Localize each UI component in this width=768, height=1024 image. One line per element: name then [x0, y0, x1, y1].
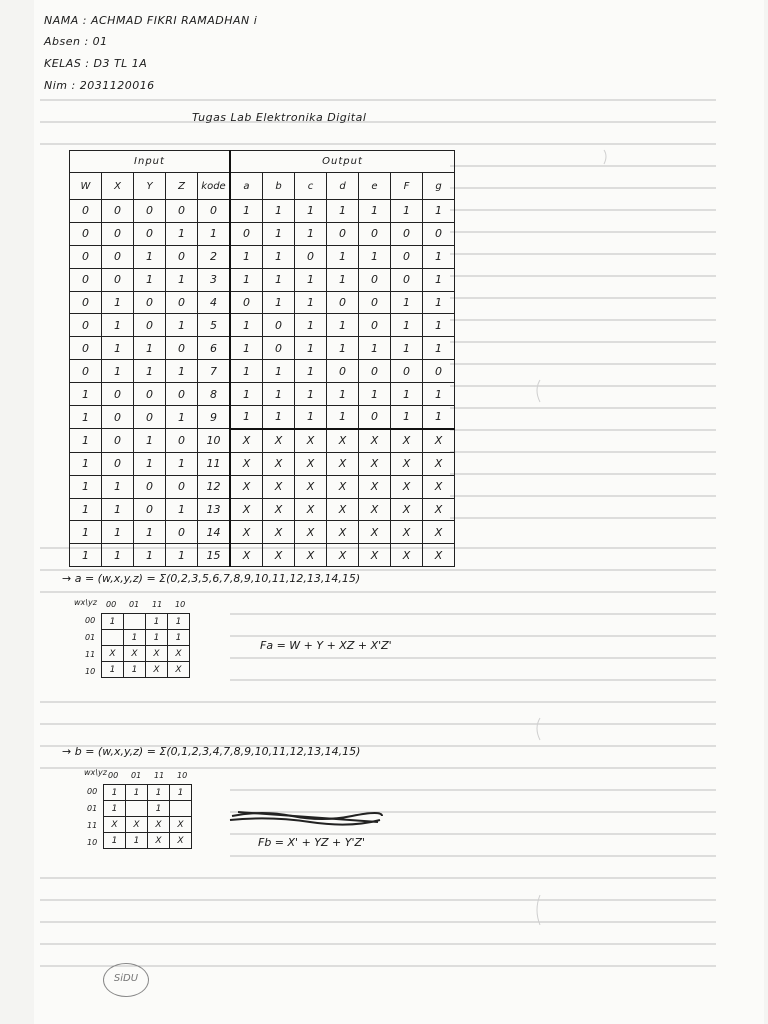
- kmap-cell: 1: [126, 785, 148, 801]
- table-cell: 1: [359, 337, 391, 360]
- kmap-col-label: 00: [108, 771, 119, 780]
- kmap-row-label: 10: [87, 838, 98, 847]
- table-cell: X: [359, 475, 391, 498]
- table-cell: 1: [263, 222, 295, 245]
- section-b-heading: → b = (w,x,y,z) = Σ(0,1,2,3,4,7,8,9,10,11,12,13,14,15): [62, 745, 361, 758]
- table-cell: 1: [263, 406, 295, 429]
- table-cell: 1: [423, 268, 455, 291]
- table-cell: 0: [102, 245, 134, 268]
- table-cell: X: [295, 452, 327, 475]
- table-cell: 0: [230, 222, 263, 245]
- table-cell: 1: [230, 314, 263, 337]
- table-cell: 0: [166, 337, 198, 360]
- table-cell: X: [263, 429, 295, 452]
- kmap-row: [102, 646, 190, 662]
- kmap-row: [102, 614, 190, 630]
- table-cell: 1: [263, 245, 295, 268]
- kmap-col-label: 00: [106, 600, 117, 609]
- kmap-cell: X: [124, 646, 146, 662]
- column-header: g: [423, 173, 455, 200]
- table-cell: 1: [295, 268, 327, 291]
- table-cell: 0: [359, 222, 391, 245]
- table-cell: 1: [423, 337, 455, 360]
- kmap-cell: X: [168, 646, 190, 662]
- table-cell: 0: [327, 222, 359, 245]
- table-cell: X: [391, 475, 423, 498]
- kmap-row: [104, 785, 192, 801]
- output-group-header: Output: [230, 151, 455, 173]
- table-cell: 1: [295, 383, 327, 406]
- table-cell: 1: [423, 314, 455, 337]
- table-cell: X: [327, 452, 359, 475]
- table-cell: 1: [70, 544, 102, 567]
- table-cell: 1: [423, 383, 455, 406]
- table-cell: X: [391, 452, 423, 475]
- table-cell: 0: [166, 475, 198, 498]
- table-cell: 0: [102, 200, 134, 223]
- kmap-cell: 1: [168, 614, 190, 630]
- kmap-cell: 1: [148, 801, 170, 817]
- table-cell: X: [327, 498, 359, 521]
- table-cell: 1: [70, 383, 102, 406]
- table-cell: 1: [327, 383, 359, 406]
- table-cell: 1: [70, 475, 102, 498]
- table-cell: X: [327, 475, 359, 498]
- table-cell: 0: [198, 200, 231, 223]
- kmap-cell: X: [146, 646, 168, 662]
- kmap-col-label: 11: [152, 600, 163, 609]
- table-cell: 1: [295, 222, 327, 245]
- table-cell: 1: [102, 475, 134, 498]
- kmap-cell: [124, 614, 146, 630]
- kmap-row-label: 00: [85, 616, 96, 625]
- table-cell: 11: [198, 452, 231, 475]
- table-row: [70, 200, 455, 223]
- table-cell: X: [391, 521, 423, 544]
- kmap-col-label: 01: [129, 600, 140, 609]
- table-cell: X: [359, 498, 391, 521]
- kmap-cell: 1: [126, 833, 148, 849]
- table-cell: 1: [295, 337, 327, 360]
- column-header: W: [70, 173, 102, 200]
- kmap-cell: X: [102, 646, 124, 662]
- table-cell: 1: [70, 521, 102, 544]
- table-cell: 1: [134, 521, 166, 544]
- table-cell: 1: [134, 452, 166, 475]
- table-cell: 1: [423, 200, 455, 223]
- table-cell: 0: [423, 360, 455, 383]
- column-header: c: [295, 173, 327, 200]
- table-cell: 1: [391, 314, 423, 337]
- table-cell: 1: [166, 406, 198, 429]
- table-cell: 1: [134, 337, 166, 360]
- table-cell: X: [391, 498, 423, 521]
- kmap-cell: 1: [104, 801, 126, 817]
- kmap-cell: X: [126, 817, 148, 833]
- table-cell: 0: [70, 222, 102, 245]
- table-cell: 0: [263, 314, 295, 337]
- table-cell: X: [423, 521, 455, 544]
- kmap-cell: 1: [102, 614, 124, 630]
- table-cell: 1: [327, 406, 359, 429]
- table-cell: 0: [102, 452, 134, 475]
- table-cell: 0: [359, 291, 391, 314]
- column-header: kode: [198, 173, 231, 200]
- table-cell: 1: [134, 429, 166, 452]
- kmap-cell: X: [170, 817, 192, 833]
- table-cell: 0: [391, 245, 423, 268]
- kmap-row-label: 11: [87, 821, 98, 830]
- kmap-col-label: 01: [131, 771, 142, 780]
- table-cell: 1: [359, 245, 391, 268]
- table-cell: 1: [102, 498, 134, 521]
- table-cell: 13: [198, 498, 231, 521]
- table-cell: X: [423, 452, 455, 475]
- table-cell: X: [423, 498, 455, 521]
- table-cell: 1: [327, 200, 359, 223]
- kmap-cell: 1: [146, 630, 168, 646]
- table-cell: X: [295, 429, 327, 452]
- table-cell: 0: [102, 268, 134, 291]
- table-cell: 1: [134, 245, 166, 268]
- kmap-cell: X: [170, 833, 192, 849]
- student-absen: Absen : 01: [44, 35, 108, 48]
- table-row: [70, 452, 455, 475]
- table-cell: X: [359, 521, 391, 544]
- table-cell: 0: [134, 200, 166, 223]
- table-cell: 15: [198, 544, 231, 567]
- table-cell: 0: [166, 521, 198, 544]
- table-cell: 1: [423, 245, 455, 268]
- column-header: a: [230, 173, 263, 200]
- table-row: [70, 360, 455, 383]
- table-cell: 1: [327, 268, 359, 291]
- table-cell: 0: [134, 498, 166, 521]
- kmap-row: [104, 833, 192, 849]
- table-cell: 1: [230, 406, 263, 429]
- table-cell: 1: [70, 406, 102, 429]
- table-cell: X: [327, 429, 359, 452]
- table-cell: 0: [166, 429, 198, 452]
- kmap-col-label: 10: [177, 771, 188, 780]
- table-cell: 3: [198, 268, 231, 291]
- table-cell: 1: [70, 498, 102, 521]
- kmap-row-label: 01: [85, 633, 96, 642]
- table-cell: 1: [102, 360, 134, 383]
- table-cell: 0: [134, 314, 166, 337]
- table-cell: 1: [134, 544, 166, 567]
- table-row: [70, 475, 455, 498]
- table-cell: 1: [166, 222, 198, 245]
- table-cell: X: [295, 544, 327, 567]
- table-cell: X: [391, 429, 423, 452]
- table-cell: 1: [102, 291, 134, 314]
- table-cell: 1: [230, 268, 263, 291]
- table-cell: 1: [166, 360, 198, 383]
- kmap-cell: X: [104, 817, 126, 833]
- table-cell: 1: [295, 360, 327, 383]
- table-cell: 1: [134, 360, 166, 383]
- table-cell: 0: [391, 268, 423, 291]
- table-row: [70, 383, 455, 406]
- table-cell: X: [230, 498, 263, 521]
- table-cell: 0: [102, 222, 134, 245]
- table-row: [70, 521, 455, 544]
- kmap-row-label: 01: [87, 804, 98, 813]
- table-cell: 10: [198, 429, 231, 452]
- table-cell: 0: [134, 383, 166, 406]
- table-row: [70, 429, 455, 452]
- table-cell: 1: [230, 337, 263, 360]
- kmap-row-label: 11: [85, 650, 96, 659]
- table-cell: X: [230, 452, 263, 475]
- kmap-cell: [126, 801, 148, 817]
- section-b-result: Fb = X' + YZ + Y'Z': [258, 836, 366, 849]
- table-cell: 1: [102, 544, 134, 567]
- table-cell: 1: [263, 200, 295, 223]
- table-row: [70, 498, 455, 521]
- table-cell: 1: [198, 222, 231, 245]
- kmap-row: [104, 801, 192, 817]
- table-cell: 1: [295, 291, 327, 314]
- kmap-cell: [170, 801, 192, 817]
- table-cell: 1: [230, 383, 263, 406]
- scribble-mark: [230, 812, 382, 825]
- column-header: Y: [134, 173, 166, 200]
- table-cell: 0: [134, 291, 166, 314]
- table-cell: X: [423, 544, 455, 567]
- table-cell: X: [423, 429, 455, 452]
- table-cell: X: [230, 544, 263, 567]
- table-cell: X: [391, 544, 423, 567]
- table-cell: X: [263, 452, 295, 475]
- table-cell: 9: [198, 406, 231, 429]
- table-cell: 6: [198, 337, 231, 360]
- table-cell: 0: [359, 360, 391, 383]
- kmap-row: [102, 662, 190, 678]
- table-cell: 1: [391, 291, 423, 314]
- table-cell: 0: [263, 337, 295, 360]
- table-cell: 0: [102, 383, 134, 406]
- kmap-col-label: 11: [154, 771, 165, 780]
- table-cell: 1: [391, 337, 423, 360]
- kmap-row: [104, 817, 192, 833]
- table-cell: 0: [166, 383, 198, 406]
- table-cell: 1: [391, 200, 423, 223]
- table-cell: 0: [134, 475, 166, 498]
- truth-table: [69, 150, 455, 567]
- page-title: Tugas Lab Elektronika Digital: [192, 111, 367, 124]
- table-cell: 0: [70, 200, 102, 223]
- table-cell: 5: [198, 314, 231, 337]
- table-row: [70, 291, 455, 314]
- table-cell: X: [295, 475, 327, 498]
- table-cell: X: [263, 498, 295, 521]
- student-nim: Nim : 2031120016: [44, 79, 155, 92]
- table-row: [70, 268, 455, 291]
- table-cell: 0: [391, 360, 423, 383]
- table-cell: X: [423, 475, 455, 498]
- table-cell: 1: [359, 200, 391, 223]
- table-cell: 0: [166, 200, 198, 223]
- table-cell: 1: [295, 406, 327, 429]
- column-header: F: [391, 173, 423, 200]
- section-a-heading: → a = (w,x,y,z) = Σ(0,2,3,5,6,7,8,9,10,11,12,13,14,15): [62, 572, 361, 585]
- table-cell: 1: [295, 314, 327, 337]
- table-cell: 0: [230, 291, 263, 314]
- table-cell: X: [230, 429, 263, 452]
- kmap-b: [103, 784, 192, 849]
- kmap-cell: 1: [124, 630, 146, 646]
- table-cell: 0: [359, 268, 391, 291]
- table-cell: 1: [166, 314, 198, 337]
- table-cell: 0: [166, 291, 198, 314]
- kmap-a: [101, 613, 190, 678]
- kmap-b-corner: wx\yz: [84, 768, 107, 777]
- table-cell: 0: [295, 245, 327, 268]
- table-cell: 0: [70, 268, 102, 291]
- table-cell: 0: [359, 406, 391, 429]
- table-cell: 1: [102, 521, 134, 544]
- table-cell: 4: [198, 291, 231, 314]
- table-cell: 0: [134, 406, 166, 429]
- kmap-cell: 1: [168, 630, 190, 646]
- kmap-row-label: 10: [85, 667, 96, 676]
- table-row: [70, 222, 455, 245]
- table-cell: 2: [198, 245, 231, 268]
- sidu-logo-stamp: SiDU: [103, 963, 149, 997]
- table-cell: 1: [166, 452, 198, 475]
- table-cell: 1: [166, 544, 198, 567]
- kmap-cell: X: [168, 662, 190, 678]
- kmap-cell: 1: [104, 785, 126, 801]
- kmap-row: [102, 630, 190, 646]
- kmap-cell: 1: [146, 614, 168, 630]
- table-cell: 0: [70, 314, 102, 337]
- table-row: [70, 314, 455, 337]
- table-cell: 1: [230, 200, 263, 223]
- kmap-col-label: 10: [175, 600, 186, 609]
- table-cell: X: [263, 544, 295, 567]
- table-cell: 0: [327, 360, 359, 383]
- table-cell: 0: [70, 291, 102, 314]
- table-cell: 1: [359, 383, 391, 406]
- table-cell: 0: [102, 406, 134, 429]
- kmap-cell: 1: [148, 785, 170, 801]
- table-row: [70, 406, 455, 429]
- table-cell: 7: [198, 360, 231, 383]
- table-cell: 1: [391, 383, 423, 406]
- table-cell: X: [327, 521, 359, 544]
- kmap-cell: 1: [104, 833, 126, 849]
- kmap-a-corner: wx\yz: [74, 598, 97, 607]
- table-cell: 0: [70, 337, 102, 360]
- table-cell: 1: [70, 429, 102, 452]
- student-class: KELAS : D3 TL 1A: [44, 57, 148, 70]
- table-cell: X: [230, 475, 263, 498]
- table-cell: X: [359, 429, 391, 452]
- column-header: X: [102, 173, 134, 200]
- table-cell: 1: [423, 291, 455, 314]
- table-cell: 8: [198, 383, 231, 406]
- table-cell: 0: [327, 291, 359, 314]
- column-header: d: [327, 173, 359, 200]
- table-cell: 1: [423, 406, 455, 429]
- kmap-cell: 1: [124, 662, 146, 678]
- column-header: Z: [166, 173, 198, 200]
- table-row: [70, 544, 455, 567]
- kmap-cell: 1: [102, 662, 124, 678]
- table-cell: 1: [230, 245, 263, 268]
- kmap-row-label: 00: [87, 787, 98, 796]
- section-a-result: Fa = W + Y + XZ + X'Z': [260, 639, 392, 652]
- table-row: [70, 245, 455, 268]
- table-cell: 1: [391, 406, 423, 429]
- table-cell: 1: [295, 200, 327, 223]
- table-cell: 1: [166, 268, 198, 291]
- table-cell: 0: [102, 429, 134, 452]
- table-cell: 1: [134, 268, 166, 291]
- kmap-cell: 1: [170, 785, 192, 801]
- table-cell: 1: [166, 498, 198, 521]
- table-cell: X: [263, 475, 295, 498]
- table-cell: 14: [198, 521, 231, 544]
- kmap-cell: X: [148, 817, 170, 833]
- column-header: b: [263, 173, 295, 200]
- table-cell: X: [295, 521, 327, 544]
- table-cell: 1: [102, 337, 134, 360]
- table-cell: 1: [327, 245, 359, 268]
- table-cell: 12: [198, 475, 231, 498]
- table-cell: 1: [230, 360, 263, 383]
- table-row: [70, 337, 455, 360]
- input-group-header: Input: [70, 151, 231, 173]
- table-cell: 1: [102, 314, 134, 337]
- table-cell: 1: [327, 337, 359, 360]
- kmap-cell: X: [148, 833, 170, 849]
- table-cell: 0: [70, 245, 102, 268]
- table-cell: X: [263, 521, 295, 544]
- table-cell: 1: [70, 452, 102, 475]
- kmap-cell: X: [146, 662, 168, 678]
- table-cell: 1: [263, 383, 295, 406]
- table-cell: 0: [359, 314, 391, 337]
- table-cell: 1: [263, 291, 295, 314]
- table-cell: X: [359, 544, 391, 567]
- kmap-cell: [102, 630, 124, 646]
- table-cell: 0: [70, 360, 102, 383]
- table-cell: 0: [134, 222, 166, 245]
- column-header: e: [359, 173, 391, 200]
- table-cell: 0: [423, 222, 455, 245]
- table-cell: 0: [391, 222, 423, 245]
- table-cell: X: [327, 544, 359, 567]
- table-cell: X: [359, 452, 391, 475]
- table-cell: 0: [166, 245, 198, 268]
- table-cell: 1: [263, 360, 295, 383]
- student-name: NAMA : ACHMAD FIKRI RAMADHAN i: [44, 14, 258, 27]
- table-cell: X: [230, 521, 263, 544]
- table-cell: X: [295, 498, 327, 521]
- table-cell: 1: [327, 314, 359, 337]
- table-cell: 1: [263, 268, 295, 291]
